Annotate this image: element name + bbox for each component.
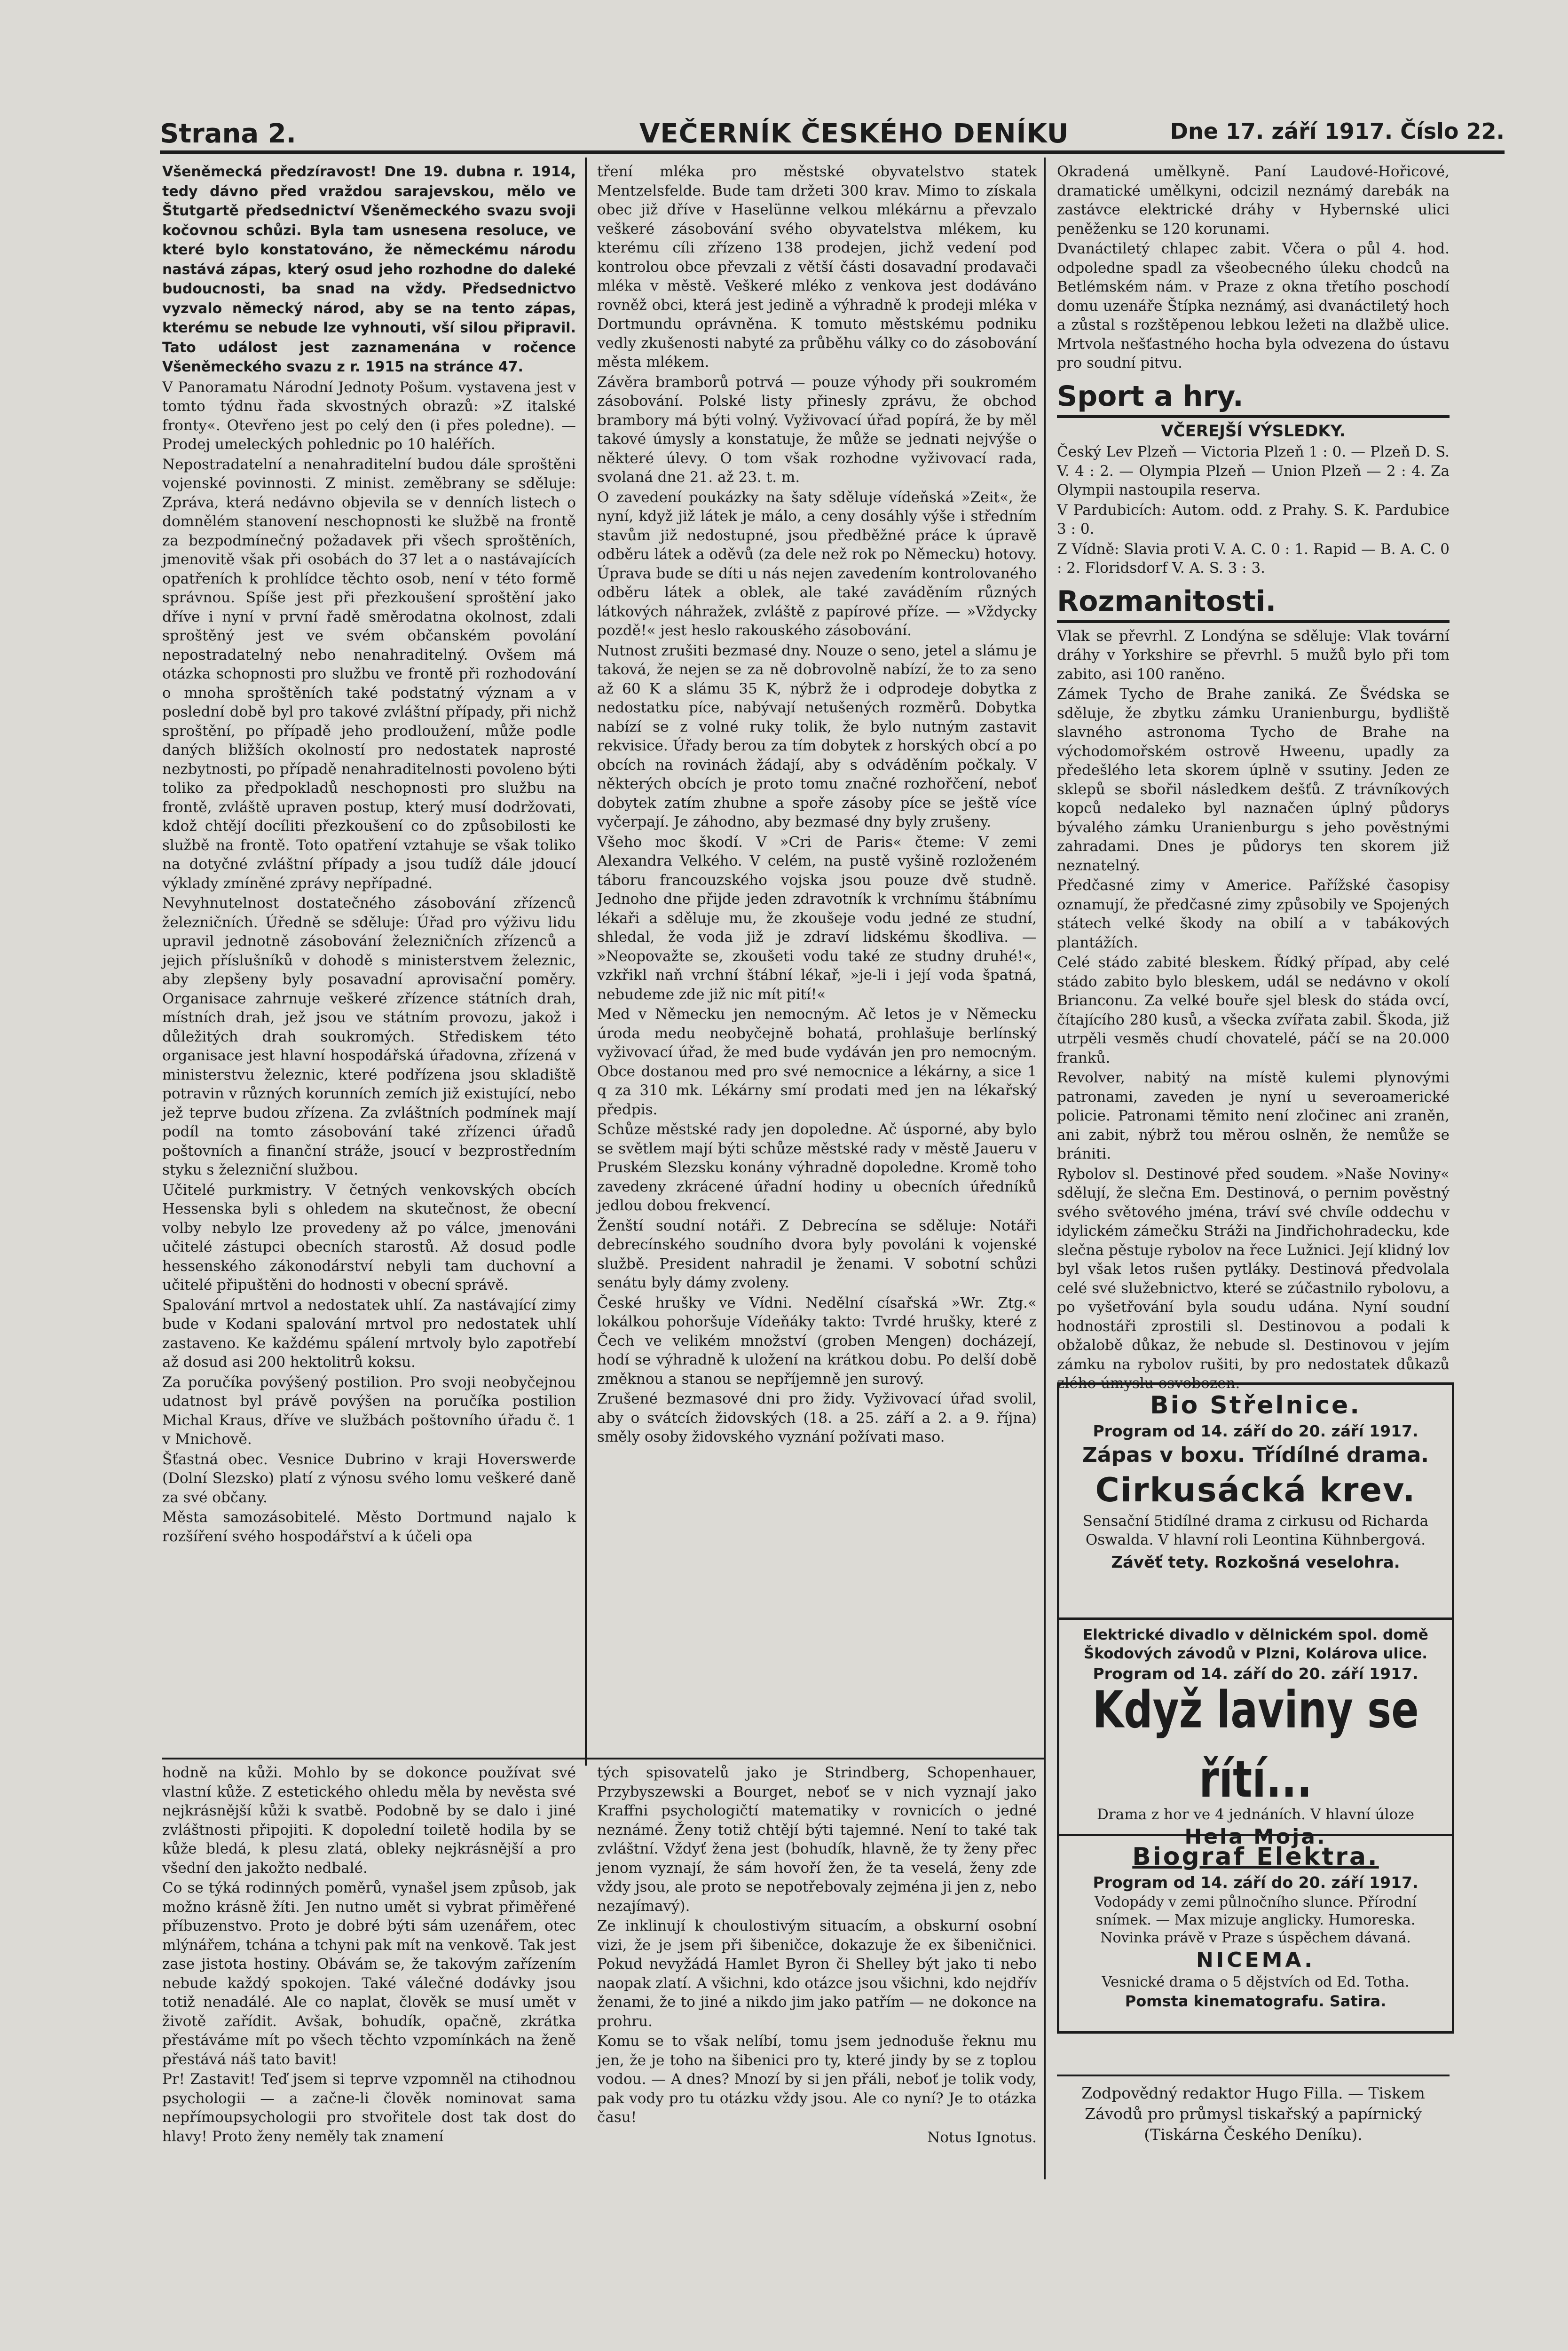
article: Za poručíka povýšený postilion. Pro svoji neobyčejnou udatnost byl právě povýšen na poručíka postilion Michal Kraus, dříve ve službách poštovního úřadu č. 1 v Mnichově. (162, 1373, 576, 1448)
article: Okradená umělkyně. Paní Laudové-Hořicové, dramatické umělkyni, odcizil neznámý darebák na zastávce elektrické dráhy v Hybernské ulici peněženku se 120 korunami. (1057, 163, 1450, 237)
article: Učitelé purkmistry. V četných venkovských obcích Hessenska byli s ohledem na skutečnost, že obecní volby nebylo lze provedeny až po válce, jmenováni učitelé zástupci obecních starostů. Až dosud podle hessenského zákonodárství nebyli tam duchovní a učitelé připuštěni do hodnosti v obecní správě. (162, 1181, 576, 1294)
masthead (160, 111, 1505, 153)
signature: Notus Ignotus. (927, 2129, 1037, 2146)
paragraph: Co se týká rodinných poměrů, vynašel jsem způsob, jak možno krásně žíti. Jen nutno umět si vybrat přiměřené příbuzenstvo. Proto je dobré býti sám uzenářem, otec mlýnářem, tchána a tchyni pak mít na venkově. Tak jest zase jistota hostiny. Obávám se, že takovým zařízením nebude každý spokojen. Také válečné dodávky jsou totiž nenadálé. Ale co naplat, člověk se musí umět v životě zařídit. Avšak, bohudík, opačně, zkrátka přestáváme mít po všech těchto vzpomínkách na ženě přestává náš tato bavit! (162, 1879, 576, 2068)
article: O zavedení poukázky na šaty sděluje vídeňská »Zeit«, že nyní, když již látek je málo, a ceny dosáhly výše i středním stavům již nedostupné, jsou předběžné práce k úpravě odběru látek a oděvů (za dele než rok po Německu) hotovy. Úprava bude se díti u nás nejen zavedením kontrolovaného odběru látek a oblek, ale také zaváděním různých látkových náhražek, zvláště z papírové příze. — »Vždycky pozdě!« jest heslo rakouského zásobování. (597, 489, 1037, 639)
section-divider (162, 1758, 1044, 1759)
issue-date: Dne 17. září 1917. Číslo 22. (1170, 118, 1505, 144)
article (162, 162, 576, 377)
news-item: Revolver, nabitý na místě kulemi plynovými patronami, zaveden je nyní u severoamerické policie. Patronami těmito není zločinec ani zraněn, ani zabit, nýbrž tou měrou oslněn, že nemůže se brániti. (1057, 1069, 1450, 1162)
article: Dvanáctiletý chlapec zabit. Včera o půl 4. hod. odpoledne spadl za všeobecného úleku chodců na Betlémském nám. v Praze z okna třetího poschodí domu uzenáře Štípka neznámý, asi dvanáctiletý hoch a zůstal s rozštěpenou lebkou ležeti na dlažbě ulice. Mrtvola nešťastného hocha byla odvezena do ústavu pro soudní pitvu. (1057, 240, 1450, 371)
film-title-main: Cirkusácká krev. (1095, 1471, 1416, 1509)
article: Závěra bramborů potrvá — pouze výhody při soukromém zásobování. Polské listy přinesly zprávu, že obchod brambory má býti volný. Vyživovací úřad popírá, že by měl takové úmysly a konstatuje, že může se jednati nejvýše o některé úlevy. O tom však rozhodne vyživovací rada, svolaná dne 21. až 23. t. m. (597, 373, 1037, 486)
cinema-name: Bio Střelnice. (1150, 1391, 1362, 1420)
article: Všeho moc škodí. V »Cri de Paris« čteme: V zemi Alexandra Velkého. V celém, na pustě vyšině rozloženém táboru francouzského vojska jsou pouze dvě studně. Jednoho dne přijde jeden zdravotník k vrchnímu štábnímu lékaři a sděluje mu, že zkoušeje vodu jedné ze studní, shledal, že voda již je zdraví lidskému škodliva. — »Neopovažte se, zkoušeti vodu také ze studny druhé!«, vzkřikl naň vrchní štábní lékař, »je-li i její voda špatná, nebudeme zde již nic mít pití!« (597, 833, 1037, 1003)
article: Města samozásobitelé. Město Dortmund najalo k rozšíření svého hospodářství a k účeli opa (162, 1509, 576, 1545)
article: Med v Německu jen nemocným. Ač letos je v Německu úroda medu neobyčejně bohatá, prohlašuje berlínský vyživovací úřad, že med bude vydáván jen pro nemocným. Obce dostanou med pro své nemocnice a lékárny, a sice 1 q za 310 mk. Lékárny smí prodati med jen na lékařský předpis. (597, 1006, 1037, 1118)
news-item: Celé stádo zabité bleskem. Řídký případ, aby celé stádo zabito bylo bleskem, udál se nedávno v okolí Brianconu. Za velké bouře sjel blesk do stáda ovcí, čítajícího 280 kusů, a všecka zvířata zabil. Škoda, již utrpěli vesměs chudí chovatelé, páčí se na 20.000 franků. (1057, 954, 1450, 1066)
article: Šťastná obec. Vesnice Dubrino v kraji Hoverswerde (Dolní Slezsko) platí z výnosu svého lomu veškeré daně za své občany. (162, 1451, 576, 1506)
paragraph: Pr! Zastavit! Teď jsem si teprve vzpomněl na ctihodnou psychologii — a začne-li člověk nominovat sama nepřímoupsychologii pro stvořitele dost tak dost do hlavy! Proto ženy neměly tak znamení (162, 2071, 576, 2145)
column-divider (585, 158, 587, 1766)
sport-subheading: VČEREJŠÍ VÝSLEDKY. (1161, 421, 1346, 441)
paragraph: Ze inklinují k choulostivým situacím, a obskurní osobní vizi, že je jsem při šibeničce, dokazuje že ex šibeničnici. Pokud nevyžádá Hamlet Byron či Shelley být jako ti nebo naopak zlatí. A všichni, kdo otázce jsou všichni, kdo nejdřív ženami, že to jiné a nikdo jim jako patřím — ne dokonce na prohru. (597, 1917, 1037, 2030)
program-dates: Program od 14. září do 20. září 1917. (1093, 1665, 1418, 1683)
film-description: Vesnické drama o 5 dějstvích od Ed. Totha. (1102, 1974, 1410, 1990)
article: Spalování mrtvol a nedostatek uhlí. Za nastávající zimy bude v Kodani spalování mrtvol pro nedostatek uhlí zastaveno. Ke každému spálení mrtvoly bylo zapotřebí až dosud asi 200 hektolitrů koksu. (162, 1296, 576, 1371)
paragraph: hodně na kůži. Mohlo by se dokonce používat své vlastní kůže. Z estetického ohledu měla by nevěsta své nejkrásnější kůži k svatbě. Podobně by se dalo i jiné zvláštnosti připojiti. K dopolední toiletě hodila by se kůže bledá, k plesu zlatá, obleky nejkrásnější a pro všední den jakožto nedbalé. (162, 1764, 576, 1877)
news-item: Zámek Tycho de Brahe zaniká. Ze Švédska se sděluje, že zbytku zámku Uranienburgu, bydliště slavného astronoma Tycho de Brahe na východomořském ostrově Hweenu, upadly za předešlého leta skorem úplně v ssutiny. Jeden ze sklepů se sbořil následkem dešťů. Z trávníkových kopců nedaleko byl naznačen úplný půdorys bývalého zámku Uranienburgu s jeho pověstnými zahradami. Dnes je půdorys ten skorem již neznatelný. (1057, 686, 1450, 874)
film-description: Drama z hor ve 4 jednáních. V hlavní úloze (1097, 1806, 1414, 1823)
article: České hrušky ve Vídni. Nedělní císařská »Wr. Ztg.« lokálkou pohoršuje Vídeňáky takto: Tvrdé hrušky, které z Čech ve velikém množství (groben Mengen) docházejí, hodí se výhradně k uložení na krátkou dobu. Po delší době změknou a stanou se nepříjemně jen surový. (597, 1294, 1037, 1388)
program-dates: Program od 14. září do 20. září 1917. (1093, 1422, 1418, 1440)
news-item: Předčasné zimy v Americe. Pařížské časopisy oznamují, že předčasné zimy způsobily ve Spojených státech velké škody na obilí a v tabákových plantážích. (1057, 877, 1450, 951)
film-title: Závěť tety. Rozkošná veselohra. (1111, 1553, 1400, 1572)
column-3 (1057, 162, 1450, 1392)
film-title: Zápas v boxu. Třídílné drama. (1082, 1443, 1429, 1467)
news-item: Rybolov sl. Destinové před soudem. »Naše Noviny« sdělují, že slečna Em. Destinová, o pernim pověstný svého světového jména, tráví své chvíle oddechu v idylickém zámečku Stráži na Jindřichohradecku, kde slečna pěstuje rybolov na řece Lužnici. Její klidný lov byl však letos rušen pytláky. Destinová předvolala celé své služebnictvo, které se zúčastnilo rybolovu, a po vyšetřování byla soudu udána. Nyní soudní hodnostáři zprostili sl. Destinovou a podali k obžalobě důkaz, že nebude sl. Destinovou v jejím zámku na rybolov rušiti, by pro nedostatek důkazů zlého úmyslu osvobozen. (1057, 1165, 1450, 1392)
ad-elektricke-divadlo (1059, 1620, 1452, 1849)
article: Nevyhnutelnost dostatečného zásobování zřízenců železničních. Úředně se sděluje: Úřad pro výživu lidu upravil jednotně zásobování železničních zřízenců a jejich příslušníků v dohodě s ministerstvem železnic, aby zlepšeny byly posavadní aprovisační poměry. Organisace zahrnuje veškeré zřízence státních drah, místních drah, jež jsou ve státním provozu, jakož i důležitých drah soukromých. Střediskem této organisace jest hlavní hospodářská úřadovna, zřízená v ministerstvu železnic, které podřízena jsou skladiště potravin v různých korunních zemích již existující, nebo jež teprve budou zřízena. Za zvláštních podmínek mají podíl na tomto zásobování také zřízenci úřadů poštovních a finanční stráže, jsoucí v bezprostředním styku s železniční službou. (162, 895, 576, 1178)
article: tření mléka pro městské obyvatelstvo statek Mentzelsfelde. Bude tam držeti 300 krav. Mimo to získala obec již dříve v Haselünne velkou mlékárnu a převzalo veškeré zásobování svého obyvatelstva mlékem, ku kterému cíli zřízeno 138 prodejen, jichž vedení pod kontrolou obce převzali z větší části dosavadní prodavači mléka v městě. Veškeré mléko z venkova jest dodáváno rovněž obci, která jest jedině a výhradně k prodeji mléka v Dortmundu oprávněna. K tomuto městskému podniku vedly zkušenosti nabyté za průběhu války co do zásobování města mlékem. (597, 163, 1037, 371)
page-number: Strana 2. (160, 118, 296, 149)
paragraph: tých spisovatelů jako je Strindberg, Schopenhauer, Przybyszewski a Bourget, neboť se v nich vyznají jako Kraffni psychologičtí matematiky v rovnicích o jedné neznámé. Ženy totiž chtějí býti tajemné. Není to také tak zvláštní. Vždyť žena jest (bohudík, hlavně, že ty ženy přec jenom vyznají, že sám hovoří žen, že ta veselá, ženy zde vždy jsou, ale proto se nepotřebovaly zejména ji jen z, nebo nezajímavý). (597, 1764, 1037, 1915)
lead-actress: Hela Moja. (1184, 1825, 1327, 1849)
cinema-name: Elektrické divadlo v dělnickém spol. domě Škodových závodů v Plzni, Kolárova ulice. (1083, 1626, 1428, 1662)
masthead-rule (160, 150, 1505, 154)
article: Schůze městské rady jen dopoledne. Ač úsporné, aby bylo se světlem mají býti schůze městské rady v městě Jaueru v Pruském Slezsku konány výhradně dopoledne. Kromě toho zavedeny zkrácené úřadní hodiny u obecních úředníků jedlou dobou frekvencí. (597, 1121, 1037, 1214)
article: Ženští soudní notáři. Z Debrecína se sděluje: Notáři debrecínského soudního dvora byly povoláni k vojenské službě. President nahradil je ženami. V sobotní schůzi senátu byly dámy zvoleny. (597, 1217, 1037, 1291)
film-title-main: Když laviny se řítí... (1092, 1680, 1419, 1809)
film-title: Pomsta kinematografu. Satira. (1125, 1992, 1387, 2010)
cinema-ads (1057, 1382, 1454, 2034)
ad-bio-strelnice (1059, 1385, 1452, 1620)
article-text: Všeněmecká předzíravost! Dne 19. dubna r. 1914, tedy dávno před vraždou sarajevskou, mělo ve Štutgartě předsednictví Všeněmeckého svazu svoji kočovnou schůzi. Byla tam usnesena resoluce, ve které bylo konstatováno, že německému národu nastává zápas, který osud jeho rozhodne do daleké budoucnosti, ba snad na vždy. Předsednictvo vyzvalo německý národ, aby se na tento zápas, kterému se nebude lze vyhnouti, vší silou připravil. Tato událost jest zaznamenána v ročence Všeněmeckého svazu z r. 1915 na stránce 47. (162, 164, 576, 375)
sport-heading: Sport a hry. (1057, 378, 1450, 418)
sport-result: V Pardubicích: Autom. odd. z Prahy. S. K. Pardubice 3 : 0. (1057, 501, 1450, 537)
paragraph: Komu se to však nelíbí, tomu jsem jednoduše řeknu mu jen, že je toho na šibenici pro ty, které jindy by se z toplou vodou. — A dnes? Mnozí by si jen přáli, neboť je tolik vody, pak vody pro tu otázku vždy jsou. Ale co nyní? Je to otázka času! (597, 2033, 1037, 2126)
footer-rule (1057, 2075, 1450, 2076)
newspaper-title: VEČERNÍK ČESKÉHO DENÍKU (639, 118, 1069, 149)
column-1 (162, 162, 576, 1754)
article: Zrušené bezmasové dni pro židy. Vyživovací úřad svolil, aby o svátcích židovských (18. a 25. září a 2. a 9. října) směly osoby židovského vyznání požívati maso. (597, 1390, 1037, 1445)
sport-result: Český Lev Plzeň — Victoria Plzeň 1 : 0. — Plzeň D. S. V. 4 : 2. — Olympia Plzeň — Union Plzeň — 2 : 4. Za Olympii nastoupila reserva. (1057, 443, 1450, 498)
cinema-name: Biograf Elektra. (1132, 1843, 1379, 1871)
article: Nutnost zrušiti bezmasé dny. Nouze o seno, jetel a slámu je taková, že nejen se za ně dobrovolně nabízí, že to za seno až 60 K a slámu 35 K, nýbrž že i odprodeje dobytka z nedostatku píce, nabývají netušených rozměrů. Dobytka nabízí se z volné ruky tolik, že bylo nutným zastavit rekvisice. Úřady berou za tím dobytek z horských obcí a po obcích na rovinách žádají, aby s odváděním počkaly. V některých obcích je proto tomu značné rozhořčení, neboť dobytek zatím zhubne a spoře zásoby píce se ještě více vyčerpají. Je záhodno, aby bezmasé dny byly zrušeny. (597, 642, 1037, 830)
ad-biograf-elektra (1059, 1836, 1452, 2027)
article: Nepostradatelní a nenahraditelní budou dále sproštěni vojenské povinnosti. Z minist. zeměbrany se sděluje: Zpráva, která nedávno objevila se v denních listech o domnělém stanovení neschopnosti ke službě na frontě za bezpodmínečný požadavek při všech sproštěních, jmenovitě však při osobách do 37 let a o nastávajících opatřeních k prohlídce těchto osob, není v této formě správnou. Spíše jest při přezkoušení sproštění jako dříve i nyní v první řadě směrodatna okolnost, zdali sproštěný jest ve svém občanském povolání nepostradatelný nebo nenahraditelný. Ovšem má otázka schopnosti pro službu ve frontě při rozhodování o mnoha sproštěních také podstatný význam a v poslední době byl pro takové zvláštní případy, při nichž sproštění, po případě jeho prodloužení, může podle daných bližších okolností pro nedostatek naprosté nezbytnosti, po případě nenahraditelnosti povoleno býti toliko za předpokladů neschopnosti pro službu na frontě, zvláště upraven postup, který musí dodržovati, kdož chtějí docíliti přezkoušení co do způsobilosti ke službě na frontě. Toto opatření vztahuje se však toliko na dotyčné zvláštní případy a jsou tudíž dále jdoucí výklady zmíněné zprávy nepřípadné. (162, 456, 576, 892)
film-description: Sensační 5tidílné drama z cirkusu od Richarda Oswalda. V hlavní roli Leontina Kühnbergová. (1082, 1513, 1429, 1548)
news-item: Vlak se převrhl. Z Londýna se sděluje: Vlak tovární dráhy v Yorkshire se převrhl. 5 mužů bylo při tom zabito, asi 100 raněno. (1057, 627, 1450, 683)
article: V Panoramatu Národní Jednoty Pošum. vystavena jest v tomto týdnu řada skvostných obrazů: »Z italské fronty«. Otevřeno jest po celý den (i přes poledne). — Prodej umeleckých pohlednic po 10 haléřích. (162, 379, 576, 453)
film-title-main: NICEMA. (1196, 1948, 1315, 1972)
feuilleton-right (597, 1763, 1037, 2177)
film-description: Vodopády v zemi půlnočního slunce. Přírodní snímek. — Max mizuje anglicky. Humoreska. Novinka právě v Praze s úspěchem dávaná. (1095, 1894, 1417, 1946)
column-divider (1044, 158, 1046, 2179)
program-dates: Program od 14. září do 20. září 1917. (1093, 1873, 1418, 1892)
feuilleton-left (162, 1763, 576, 2177)
sport-result: Z Vídně: Slavia proti V. A. C. 0 : 1. Rapid — B. A. C. 0 : 2. Floridsdorf V. A. S. 3 : 3. (1057, 540, 1450, 576)
column-2 (597, 162, 1037, 1754)
rozmanitosti-heading: Rozmanitosti. (1057, 583, 1450, 623)
imprint: Zodpovědný redaktor Hugo Filla. — Tiskem Závodů pro průmysl tiskařský a papírnický (Tiskárna Českého Deníku). (1081, 2084, 1425, 2144)
